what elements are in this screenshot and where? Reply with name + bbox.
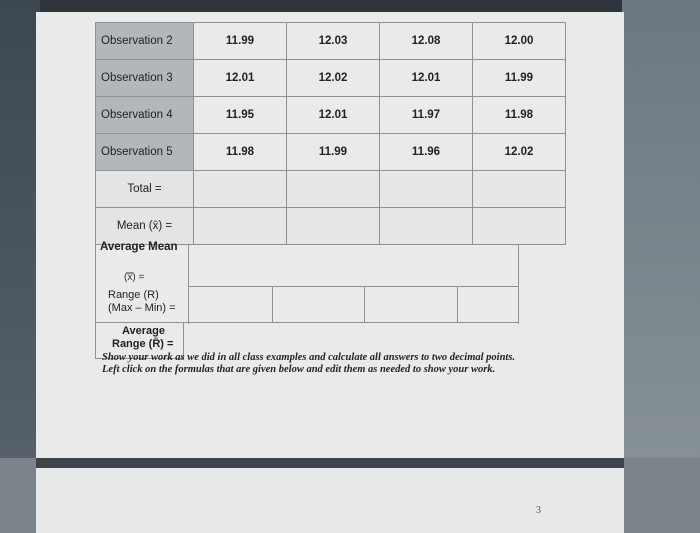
total-row bbox=[96, 171, 566, 208]
value-cell[interactable]: 12.08 bbox=[380, 23, 473, 60]
value-cell[interactable]: 12.01 bbox=[194, 60, 287, 97]
value-cell[interactable]: 11.97 bbox=[380, 97, 473, 134]
value-cell[interactable]: 12.00 bbox=[473, 23, 566, 60]
backdrop-left bbox=[0, 0, 40, 533]
mean-label: Mean (x̄) = bbox=[96, 208, 194, 245]
average-mean-symbol: (x̿) = bbox=[124, 272, 145, 283]
value-cell[interactable]: 12.03 bbox=[287, 23, 380, 60]
row-label: Observation 5 bbox=[96, 134, 194, 171]
table-row bbox=[96, 134, 566, 171]
value-cell[interactable]: 11.99 bbox=[194, 23, 287, 60]
value-cell[interactable]: 11.98 bbox=[194, 134, 287, 171]
table-row bbox=[96, 60, 566, 97]
row-label: Observation 2 bbox=[96, 23, 194, 60]
row-label: Observation 3 bbox=[96, 60, 194, 97]
value-cell[interactable]: 11.99 bbox=[287, 134, 380, 171]
backdrop-right bbox=[622, 0, 700, 533]
total-cell[interactable] bbox=[380, 171, 473, 208]
right-border bbox=[518, 244, 519, 324]
value-cell[interactable]: 12.01 bbox=[287, 97, 380, 134]
row-label: Observation 4 bbox=[96, 97, 194, 134]
total-label: Total = bbox=[96, 171, 194, 208]
range-label-line2: (Max – Min) = bbox=[108, 302, 176, 314]
total-cell[interactable] bbox=[287, 171, 380, 208]
mean-cell[interactable] bbox=[473, 208, 566, 245]
range-col-2 bbox=[364, 286, 365, 322]
table-row bbox=[96, 23, 566, 60]
value-cell[interactable]: 12.02 bbox=[473, 134, 566, 171]
average-mean-label: Average Mean bbox=[100, 241, 178, 253]
average-range-line1: Average bbox=[122, 325, 166, 337]
label-border bbox=[188, 244, 189, 324]
value-cell[interactable]: 11.96 bbox=[380, 134, 473, 171]
range-label-line1: Range (R) bbox=[108, 289, 159, 301]
total-cell[interactable] bbox=[473, 171, 566, 208]
backdrop-top bbox=[0, 0, 700, 12]
mean-cell[interactable] bbox=[380, 208, 473, 245]
page-divider bbox=[36, 458, 624, 468]
range-col-3 bbox=[457, 286, 458, 322]
next-page bbox=[36, 468, 624, 533]
mean-row bbox=[96, 208, 566, 245]
left-border bbox=[95, 244, 96, 358]
range-label bbox=[108, 289, 176, 315]
value-cell[interactable]: 11.95 bbox=[194, 97, 287, 134]
value-cell[interactable]: 11.99 bbox=[473, 60, 566, 97]
total-cell[interactable] bbox=[194, 171, 287, 208]
range-col-1 bbox=[272, 286, 273, 322]
page-number: 3 bbox=[536, 505, 541, 516]
observations-table bbox=[95, 22, 566, 245]
range-top-border bbox=[188, 286, 518, 287]
average-range-label bbox=[112, 325, 173, 351]
mean-cell[interactable] bbox=[287, 208, 380, 245]
table-row bbox=[96, 97, 566, 134]
average-range-line2: Range (R̄) = bbox=[112, 338, 174, 350]
mean-cell[interactable] bbox=[194, 208, 287, 245]
value-cell[interactable]: 11.98 bbox=[473, 97, 566, 134]
value-cell[interactable]: 12.02 bbox=[287, 60, 380, 97]
instructions-text: Show your work as we did in all class examples and calculate all answers to two decimal points. Left click on the formulas that are given below and edit them as needed to show your work. bbox=[102, 352, 516, 375]
range-bottom-border bbox=[95, 322, 518, 323]
value-cell[interactable]: 12.01 bbox=[380, 60, 473, 97]
